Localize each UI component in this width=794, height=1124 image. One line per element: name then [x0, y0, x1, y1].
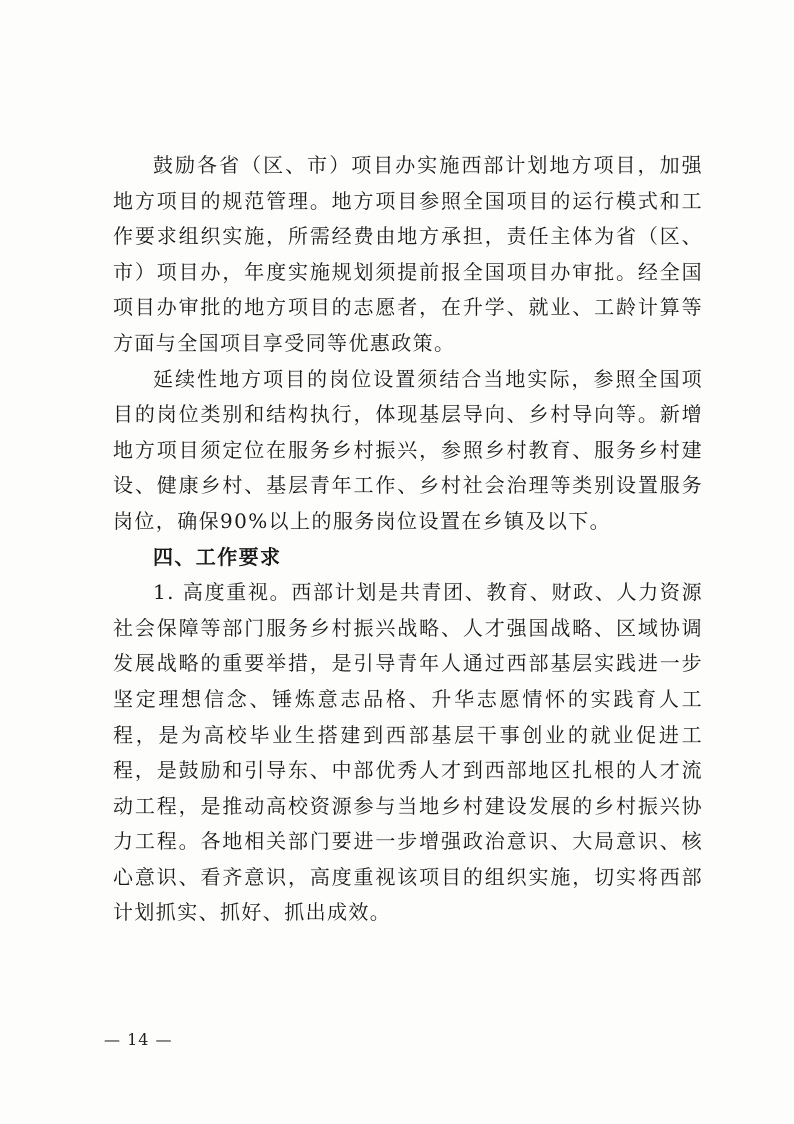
page-number: — 14 — — [104, 1030, 173, 1049]
section-heading: 四、工作要求 — [153, 544, 282, 569]
document-body — [113, 148, 703, 931]
paragraph-high-attention: 1. 高度重视。西部计划是共青团、教育、财政、人力资源社会保障等部门服务乡村振兴战略、人才强国战略、区域协调发展战略的重要举措，是引导青年人通过西部基层实践进一步坚定理想信念、锤炼意志品格、升华志愿情怀的实践育人工程，是为高校毕业生搭建到西部基层干事创业的就业促进工程，是鼓励和引导东、中部优秀人才到西部地区扎根的人才流动工程，是推动高校资源参与当地乡村建设发展的乡村振兴协力工程。各地相关部门要进一步增强政治意识、大局意识、核心意识、看齐意识，高度重视该项目的组织实施，切实将西部计划抓实、抓好、抓出成效。 — [113, 580, 703, 925]
paragraph-local-projects: 鼓励各省（区、市）项目办实施西部计划地方项目，加强地方项目的规范管理。地方项目参照全国项目的运行模式和工作要求组织实施，所需经费由地方承担，责任主体为省（区、市）项目办，年度实施规划须提前报全国项目办审批。经全国项目办审批的地方项目的志愿者，在升学、就业、工龄计算等方面与全国项目享受同等优惠政策。 — [113, 153, 703, 355]
paragraph-post-settings: 延续性地方项目的岗位设置须结合当地实际，参照全国项目的岗位类别和结构执行，体现基层导向、乡村导向等。新增地方项目须定位在服务乡村振兴，参照乡村教育、服务乡村建设、健康乡村、基层青年工作、乡村社会治理等类别设置服务岗位，确保90%以上的服务岗位设置在乡镇及以下。 — [113, 366, 703, 533]
